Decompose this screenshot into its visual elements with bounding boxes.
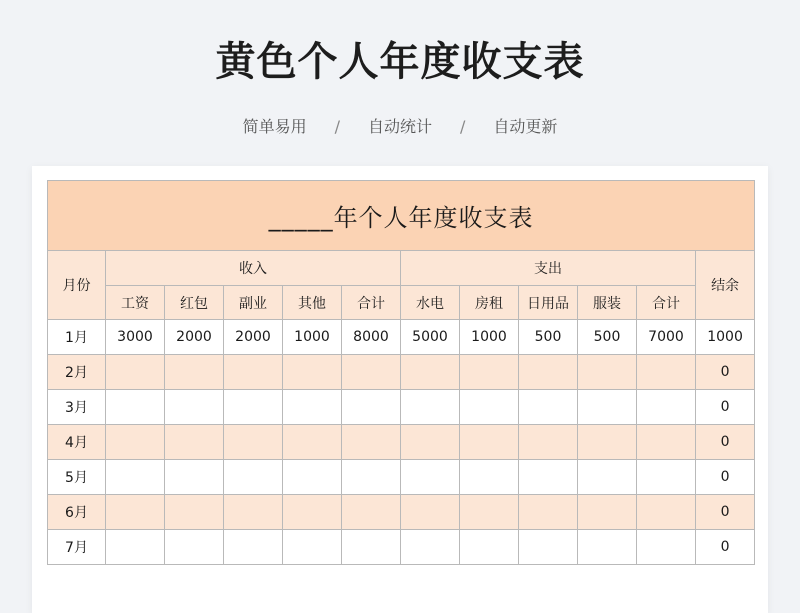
income-cell[interactable]	[283, 460, 342, 495]
income-cell[interactable]	[165, 530, 224, 565]
table-body	[48, 320, 755, 565]
income-cell[interactable]	[283, 425, 342, 460]
income-col-header[interactable]: 红包	[165, 286, 224, 320]
balance-cell[interactable]: 0	[696, 530, 755, 565]
expense-cell[interactable]	[460, 355, 519, 390]
income-cell[interactable]: 2000	[165, 320, 224, 355]
income-cell[interactable]	[283, 355, 342, 390]
income-cell[interactable]	[106, 460, 165, 495]
income-col-header[interactable]: 副业	[224, 286, 283, 320]
income-cell[interactable]	[106, 495, 165, 530]
expense-cell[interactable]	[519, 355, 578, 390]
expense-cell[interactable]	[460, 390, 519, 425]
income-col-header[interactable]: 工资	[106, 286, 165, 320]
budget-table	[47, 180, 755, 565]
sheet-title[interactable]: _____年个人年度收支表	[48, 181, 755, 251]
feature-tag: 自动更新	[493, 117, 558, 136]
expense-col-header[interactable]: 日用品	[519, 286, 578, 320]
income-cell[interactable]	[165, 425, 224, 460]
income-cell[interactable]	[106, 355, 165, 390]
month-cell[interactable]: 5月	[48, 460, 106, 495]
expense-cell[interactable]	[519, 495, 578, 530]
balance-cell[interactable]: 0	[696, 390, 755, 425]
month-cell[interactable]: 3月	[48, 390, 106, 425]
expense-cell[interactable]	[460, 495, 519, 530]
expense-cell[interactable]	[578, 530, 637, 565]
expense-cell[interactable]: 500	[519, 320, 578, 355]
expense-col-header[interactable]: 房租	[460, 286, 519, 320]
balance-cell[interactable]: 0	[696, 355, 755, 390]
income-cell[interactable]: 8000	[342, 320, 401, 355]
income-cell[interactable]	[224, 460, 283, 495]
income-cell[interactable]	[342, 495, 401, 530]
expense-cell[interactable]	[401, 495, 460, 530]
expense-cell[interactable]	[578, 425, 637, 460]
balance-cell[interactable]: 0	[696, 460, 755, 495]
expense-cell[interactable]	[460, 425, 519, 460]
expense-cell[interactable]	[519, 460, 578, 495]
income-cell[interactable]	[106, 390, 165, 425]
table-row	[48, 355, 755, 390]
expense-cell[interactable]	[578, 355, 637, 390]
table-row	[48, 460, 755, 495]
expense-cell[interactable]	[460, 460, 519, 495]
expense-cell[interactable]	[637, 390, 696, 425]
feature-tags	[0, 114, 800, 137]
income-cell[interactable]	[224, 495, 283, 530]
expense-col-header[interactable]: 合计	[637, 286, 696, 320]
income-group-header[interactable]: 收入	[106, 251, 401, 286]
income-cell[interactable]	[224, 425, 283, 460]
income-cell[interactable]	[165, 390, 224, 425]
income-cell[interactable]: 3000	[106, 320, 165, 355]
expense-cell[interactable]	[519, 390, 578, 425]
tag-separator: /	[334, 117, 340, 136]
expense-cell[interactable]	[578, 460, 637, 495]
expense-group-header[interactable]: 支出	[401, 251, 696, 286]
expense-col-header[interactable]: 水电	[401, 286, 460, 320]
month-header[interactable]: 月份	[48, 251, 106, 320]
table-row	[48, 320, 755, 355]
income-cell[interactable]	[106, 530, 165, 565]
income-col-header[interactable]: 合计	[342, 286, 401, 320]
month-cell[interactable]: 6月	[48, 495, 106, 530]
month-cell[interactable]: 4月	[48, 425, 106, 460]
income-cell[interactable]	[224, 355, 283, 390]
expense-cell[interactable]	[578, 390, 637, 425]
balance-cell[interactable]: 0	[696, 425, 755, 460]
income-cell[interactable]	[342, 390, 401, 425]
tag-separator: /	[460, 117, 466, 136]
income-cell[interactable]	[342, 530, 401, 565]
expense-cell[interactable]	[637, 425, 696, 460]
expense-cell[interactable]: 5000	[401, 320, 460, 355]
month-cell[interactable]: 7月	[48, 530, 106, 565]
income-cell[interactable]	[283, 530, 342, 565]
income-cell[interactable]	[342, 460, 401, 495]
table-row	[48, 495, 755, 530]
expense-cell[interactable]	[401, 425, 460, 460]
expense-cell[interactable]	[401, 355, 460, 390]
table-row	[48, 425, 755, 460]
expense-cell[interactable]	[519, 425, 578, 460]
income-col-header[interactable]: 其他	[283, 286, 342, 320]
income-cell[interactable]	[165, 460, 224, 495]
table-row	[48, 390, 755, 425]
expense-cell[interactable]: 500	[578, 320, 637, 355]
income-cell[interactable]	[224, 530, 283, 565]
feature-tag: 简单易用	[242, 117, 307, 136]
income-cell[interactable]	[165, 495, 224, 530]
income-cell[interactable]	[342, 355, 401, 390]
subheader-row	[48, 286, 755, 320]
income-cell[interactable]	[342, 425, 401, 460]
expense-cell[interactable]: 1000	[460, 320, 519, 355]
feature-tag: 自动统计	[367, 117, 432, 136]
income-cell[interactable]: 1000	[283, 320, 342, 355]
expense-cell[interactable]	[637, 530, 696, 565]
income-cell[interactable]	[106, 425, 165, 460]
expense-cell[interactable]	[401, 460, 460, 495]
income-cell[interactable]: 2000	[224, 320, 283, 355]
expense-cell[interactable]	[401, 530, 460, 565]
income-cell[interactable]	[283, 390, 342, 425]
expense-cell[interactable]: 7000	[637, 320, 696, 355]
expense-cell[interactable]	[519, 530, 578, 565]
balance-header[interactable]: 结余	[696, 251, 755, 320]
balance-cell[interactable]: 1000	[696, 320, 755, 355]
balance-cell[interactable]: 0	[696, 495, 755, 530]
expense-cell[interactable]	[637, 495, 696, 530]
month-cell[interactable]: 1月	[48, 320, 106, 355]
expense-cell[interactable]	[578, 495, 637, 530]
expense-cell[interactable]	[637, 355, 696, 390]
page-title: 黄色个人年度收支表	[215, 39, 585, 85]
income-cell[interactable]	[165, 355, 224, 390]
income-cell[interactable]	[283, 495, 342, 530]
expense-col-header[interactable]: 服装	[578, 286, 637, 320]
expense-cell[interactable]	[637, 460, 696, 495]
expense-cell[interactable]	[401, 390, 460, 425]
table-row	[48, 530, 755, 565]
income-cell[interactable]	[224, 390, 283, 425]
expense-cell[interactable]	[460, 530, 519, 565]
month-cell[interactable]: 2月	[48, 355, 106, 390]
spreadsheet	[47, 180, 754, 565]
sheet-card	[32, 166, 768, 613]
